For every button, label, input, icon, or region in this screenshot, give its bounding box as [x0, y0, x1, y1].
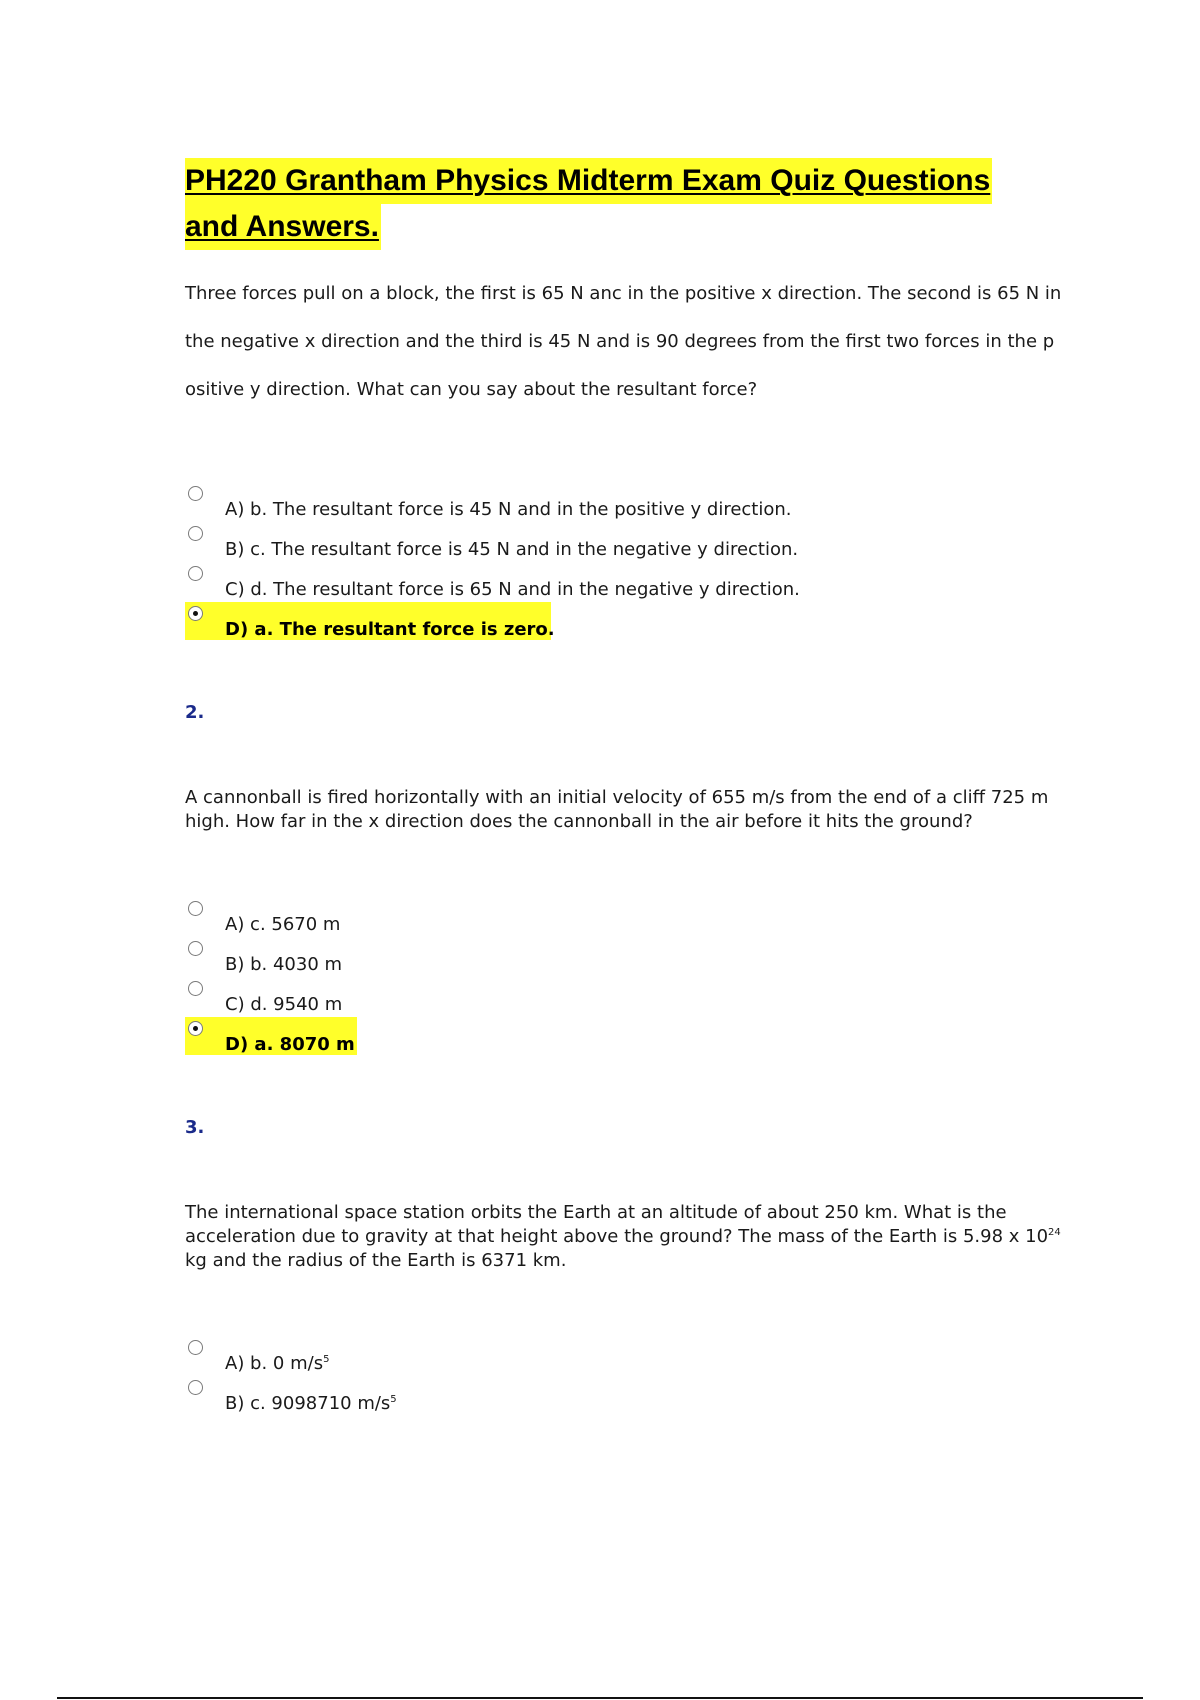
exponent: 5	[390, 1394, 397, 1405]
radio-dot	[193, 611, 198, 616]
option-label: D) a. 8070 m	[225, 1034, 355, 1055]
radio-button[interactable]	[188, 901, 203, 916]
option-label: B) b. 4030 m	[225, 954, 343, 975]
option-label: D) a. The resultant force is zero.	[225, 619, 555, 640]
option-text: B) c. 9098710 m/s	[225, 1393, 391, 1414]
question-2-number: 2.	[185, 702, 205, 723]
radio-button[interactable]	[188, 486, 203, 501]
title-line-1: PH220 Grantham Physics Midterm Exam Quiz Questions	[185, 158, 992, 204]
option-label: B) c. The resultant force is 45 N and in the negative y direction.	[225, 539, 799, 560]
option-label: A) b. The resultant force is 45 N and in the positive y direction.	[225, 499, 792, 520]
question-3-number: 3.	[185, 1117, 205, 1138]
option-label	[225, 1393, 397, 1414]
footer-divider	[57, 1697, 1143, 1699]
exponent: 5	[323, 1354, 330, 1365]
question-2-options	[185, 901, 1065, 1061]
radio-button-selected[interactable]	[188, 606, 203, 621]
question-3-text	[185, 1201, 1065, 1273]
question-1-option-d[interactable]	[185, 606, 1065, 646]
option-label: C) d. The resultant force is 65 N and in the negative y direction.	[225, 579, 800, 600]
question-1-option-b[interactable]	[185, 526, 1065, 566]
radio-dot	[193, 1026, 198, 1031]
question-3-options	[185, 1340, 1065, 1420]
question-2-text: A cannonball is fired horizontally with an initial velocity of 655 m/s from the end of a cliff 725 m high. How far in the x direction does the cannonball in the air before it hits the ground?	[185, 787, 1049, 832]
question-1-options	[185, 486, 1065, 646]
radio-button[interactable]	[188, 1380, 203, 1395]
radio-button[interactable]	[188, 566, 203, 581]
question-1-option-c[interactable]	[185, 566, 1065, 606]
question-3-option-b[interactable]	[185, 1380, 1065, 1420]
radio-button[interactable]	[188, 981, 203, 996]
option-label: A) c. 5670 m	[225, 914, 341, 935]
question-3-option-a[interactable]	[185, 1340, 1065, 1380]
option-label	[225, 1353, 329, 1374]
radio-button-selected[interactable]	[188, 1021, 203, 1036]
option-label: C) d. 9540 m	[225, 994, 343, 1015]
question-3-text-part2: kg and the radius of the Earth is 6371 km.	[185, 1250, 567, 1271]
question-3-text-part1: The international space station orbits the Earth at an altitude of about 250 km. What is the acceleration due to gravity at that height above the ground? The mass of the Earth is 5.98 x 10	[185, 1202, 1049, 1247]
question-2-option-c[interactable]	[185, 981, 1065, 1021]
question-2-option-d[interactable]	[185, 1021, 1065, 1061]
option-text: A) b. 0 m/s	[225, 1353, 324, 1374]
title-line-2: and Answers.	[185, 204, 381, 250]
exponent: 24	[1048, 1227, 1061, 1238]
radio-button[interactable]	[188, 1340, 203, 1355]
radio-button[interactable]	[188, 526, 203, 541]
question-2-option-b[interactable]	[185, 941, 1065, 981]
question-1-option-a[interactable]	[185, 486, 1065, 526]
radio-button[interactable]	[188, 941, 203, 956]
question-1-text: Three forces pull on a block, the first is 65 N anc in the positive x direction. The second is 65 N in the negative x direction and the third is 45 N and is 90 degrees from the first two forces in the positive y direction. What can you say about the resultant force?	[185, 283, 1062, 400]
document-title	[185, 158, 1065, 250]
question-2-option-a[interactable]	[185, 901, 1065, 941]
